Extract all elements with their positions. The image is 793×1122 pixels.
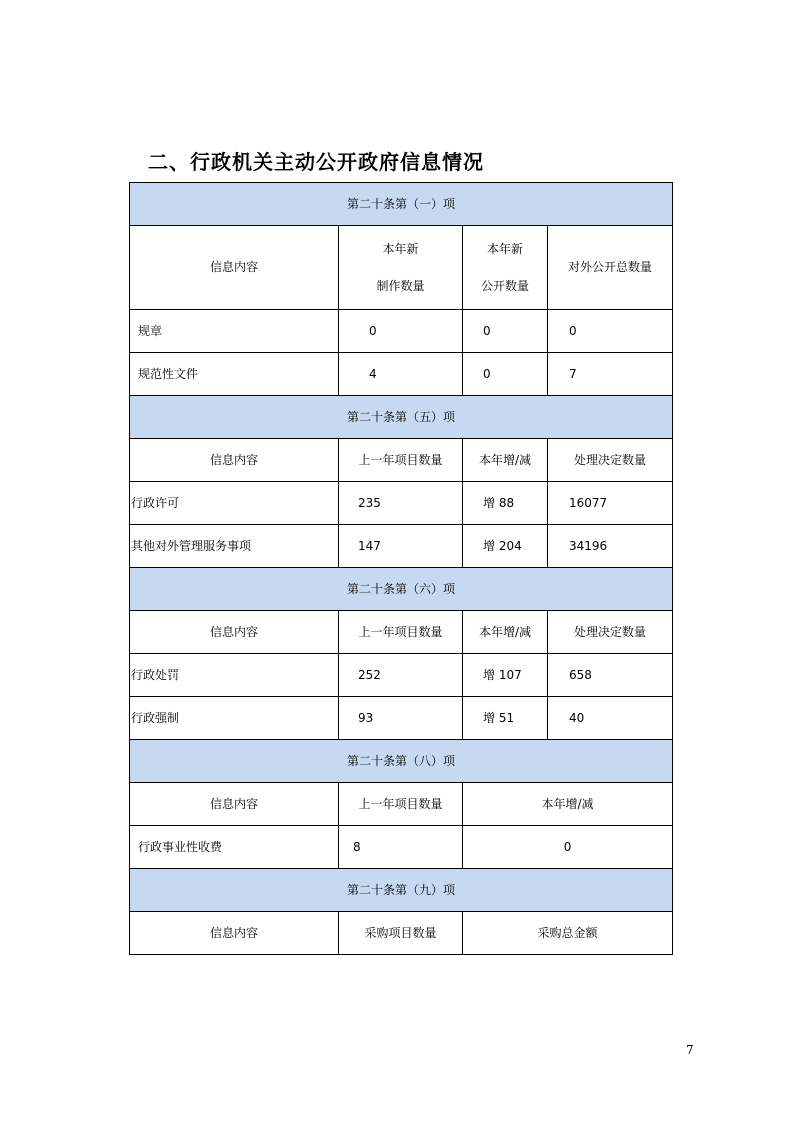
row-label: 行政许可 xyxy=(130,482,339,525)
cell-value: 增 204 xyxy=(463,525,548,568)
header-cell: 采购项目数量 xyxy=(339,912,463,955)
section-heading: 第二十条第（六）项 xyxy=(130,568,673,611)
row-label: 其他对外管理服务事项 xyxy=(130,525,339,568)
cell-value: 252 xyxy=(339,654,463,697)
section-heading-row xyxy=(130,396,673,439)
header-line: 本年新 xyxy=(382,242,419,257)
cell-value: 0 xyxy=(463,826,673,869)
header-cell: 采购总金额 xyxy=(463,912,673,955)
header-row xyxy=(130,439,673,482)
cell-value: 8 xyxy=(339,826,463,869)
cell-value: 40 xyxy=(548,697,673,740)
cell-value: 658 xyxy=(548,654,673,697)
section-heading: 第二十条第（八）项 xyxy=(130,740,673,783)
cell-value: 0 xyxy=(548,310,673,353)
table-row xyxy=(130,353,673,396)
header-line: 本年新 xyxy=(486,242,523,257)
cell-value: 93 xyxy=(339,697,463,740)
header-row xyxy=(130,783,673,826)
header-cell: 上一年项目数量 xyxy=(339,439,463,482)
cell-value: 0 xyxy=(463,310,548,353)
cell-value: 7 xyxy=(548,353,673,396)
section-heading-row xyxy=(130,183,673,226)
header-cell: 信息内容 xyxy=(130,226,339,310)
table-row xyxy=(130,697,673,740)
row-label: 行政事业性收费 xyxy=(130,826,339,869)
header-cell: 上一年项目数量 xyxy=(339,611,463,654)
table-row xyxy=(130,482,673,525)
cell-value: 16077 xyxy=(548,482,673,525)
cell-value: 235 xyxy=(339,482,463,525)
row-label: 规范性文件 xyxy=(130,353,339,396)
header-cell xyxy=(463,226,548,310)
row-label: 规章 xyxy=(130,310,339,353)
section-heading-row xyxy=(130,568,673,611)
header-row xyxy=(130,611,673,654)
cell-value: 增 88 xyxy=(463,482,548,525)
table-row xyxy=(130,826,673,869)
section-heading: 第二十条第（九）项 xyxy=(130,869,673,912)
header-line: 公开数量 xyxy=(480,278,529,293)
header-row xyxy=(130,226,673,310)
header-cell: 上一年项目数量 xyxy=(339,783,463,826)
section-heading: 第二十条第（一）项 xyxy=(130,183,673,226)
header-cell: 处理决定数量 xyxy=(548,439,673,482)
header-cell: 本年增/减 xyxy=(463,439,548,482)
header-cell: 信息内容 xyxy=(130,912,339,955)
cell-value: 4 xyxy=(339,353,463,396)
cell-value: 0 xyxy=(339,310,463,353)
cell-value: 147 xyxy=(339,525,463,568)
table-row xyxy=(130,310,673,353)
section-heading-row xyxy=(130,869,673,912)
header-cell: 信息内容 xyxy=(130,439,339,482)
header-cell: 本年增/减 xyxy=(463,783,673,826)
header-cell xyxy=(339,226,463,310)
header-line: 制作数量 xyxy=(376,278,425,293)
header-cell: 信息内容 xyxy=(130,783,339,826)
table-row xyxy=(130,654,673,697)
row-label: 行政强制 xyxy=(130,697,339,740)
cell-value: 34196 xyxy=(548,525,673,568)
cell-value: 增 51 xyxy=(463,697,548,740)
section-heading: 第二十条第（五）项 xyxy=(130,396,673,439)
section-heading-row xyxy=(130,740,673,783)
table-row xyxy=(130,525,673,568)
cell-value: 0 xyxy=(463,353,548,396)
row-label: 行政处罚 xyxy=(130,654,339,697)
header-cell: 本年增/减 xyxy=(463,611,548,654)
cell-value: 增 107 xyxy=(463,654,548,697)
page-number: 7 xyxy=(686,1043,694,1057)
header-cell: 信息内容 xyxy=(130,611,339,654)
header-row xyxy=(130,912,673,955)
header-cell: 对外公开总数量 xyxy=(548,226,673,310)
disclosure-table xyxy=(129,182,673,955)
header-cell: 处理决定数量 xyxy=(548,611,673,654)
page-title: 二、行政机关主动公开政府信息情况 xyxy=(148,150,484,174)
